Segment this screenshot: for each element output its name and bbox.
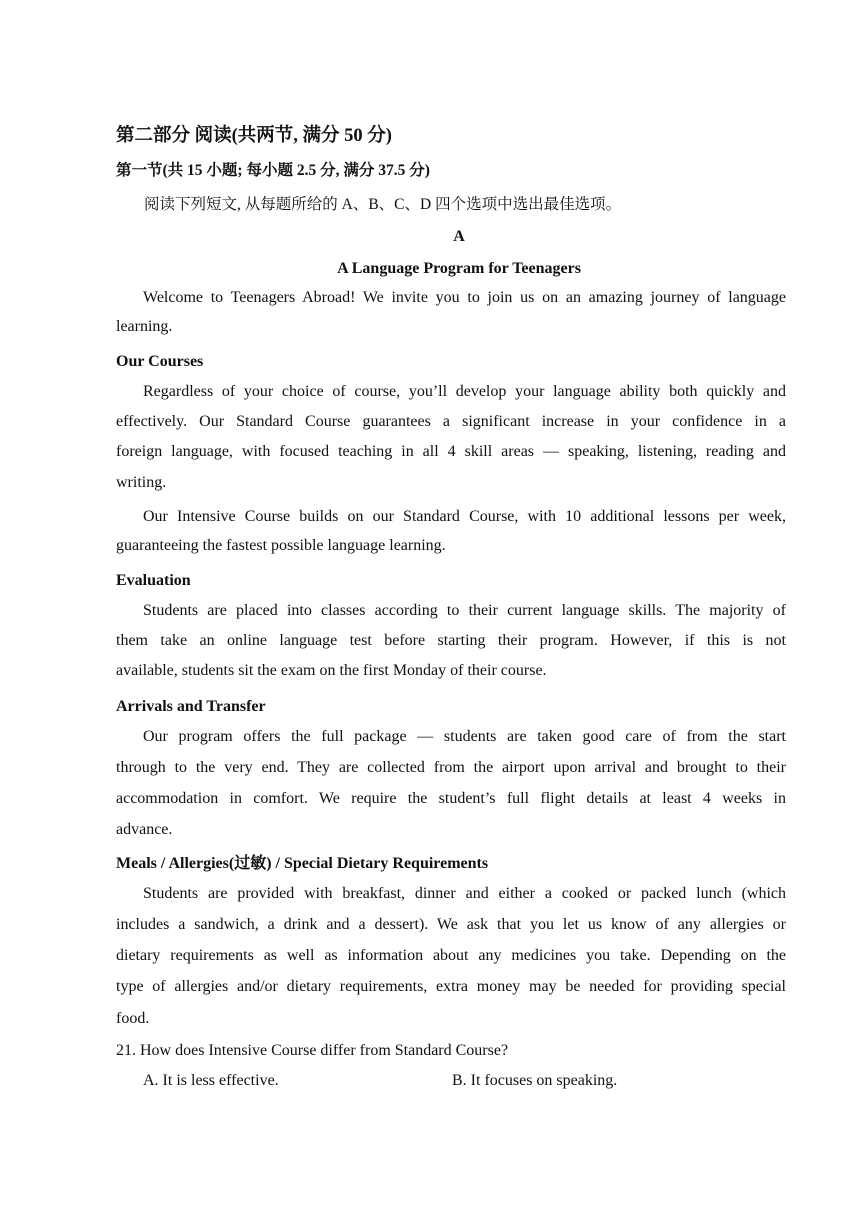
section-heading: Meals / Allergies(过敏) / Special Dietary Requirements xyxy=(116,855,489,872)
paragraph-line: type of allergies and/or dietary requirements, extra money may be needed for providing special xyxy=(116,978,786,995)
paragraph-line: Students are placed into classes according to their current language skills. The majority of xyxy=(143,602,786,619)
instructions: 阅读下列短文, 从每题所给的 A、B、C、D 四个选项中选出最佳选项。 xyxy=(144,196,622,213)
paragraph-line: Students are provided with breakfast, dinner and either a cooked or packed lunch (which xyxy=(143,885,786,902)
intro-line: learning. xyxy=(116,318,173,335)
option-b: B. It focuses on speaking. xyxy=(452,1072,618,1089)
option-a: A. It is less effective. xyxy=(143,1072,279,1089)
paragraph-line: food. xyxy=(116,1010,150,1027)
paragraph-line: accommodation in comfort. We require the student’s full flight details at least 4 weeks in xyxy=(116,790,786,807)
paragraph-line: available, students sit the exam on the first Monday of their course. xyxy=(116,662,547,679)
passage-label: A xyxy=(453,228,465,245)
paragraph-line: Regardless of your choice of course, you’ll develop your language ability both quickly and xyxy=(143,383,786,400)
paragraph-line: effectively. Our Standard Course guarantees a significant increase in your confidence in a xyxy=(116,413,786,430)
paragraph-line: Our program offers the full package — students are taken good care of from the start xyxy=(143,728,786,745)
paragraph-line: writing. xyxy=(116,474,167,491)
section-heading: Our Courses xyxy=(116,353,204,370)
paragraph-line: Our Intensive Course builds on our Standard Course, with 10 additional lessons per week, xyxy=(143,508,786,525)
part-title: 第二部分 阅读(共两节, 满分 50 分) xyxy=(116,126,392,146)
paragraph-line: dietary requirements as well as information about any medicines you take. Depending on the xyxy=(116,947,786,964)
paragraph-line: them take an online language test before starting their program. However, if this is not xyxy=(116,632,786,649)
passage-title: A Language Program for Teenagers xyxy=(337,260,581,277)
paragraph-line: through to the very end. They are collected from the airport upon arrival and brought to their xyxy=(116,759,786,776)
paragraph-line: includes a sandwich, a drink and a dessert). We ask that you let us know of any allergies or xyxy=(116,916,786,933)
question-stem: 21. How does Intensive Course differ from Standard Course? xyxy=(116,1042,509,1059)
paragraph-line: guaranteeing the fastest possible language learning. xyxy=(116,537,446,554)
paragraph-line: foreign language, with focused teaching in all 4 skill areas — speaking, listening, reading and xyxy=(116,443,786,460)
intro-line: Welcome to Teenagers Abroad! We invite you to join us on an amazing journey of language xyxy=(143,289,786,306)
paragraph-line: advance. xyxy=(116,821,173,838)
section-heading: Evaluation xyxy=(116,572,191,589)
section-heading: Arrivals and Transfer xyxy=(116,698,266,715)
section-title: 第一节(共 15 小题; 每小题 2.5 分, 满分 37.5 分) xyxy=(116,162,430,179)
